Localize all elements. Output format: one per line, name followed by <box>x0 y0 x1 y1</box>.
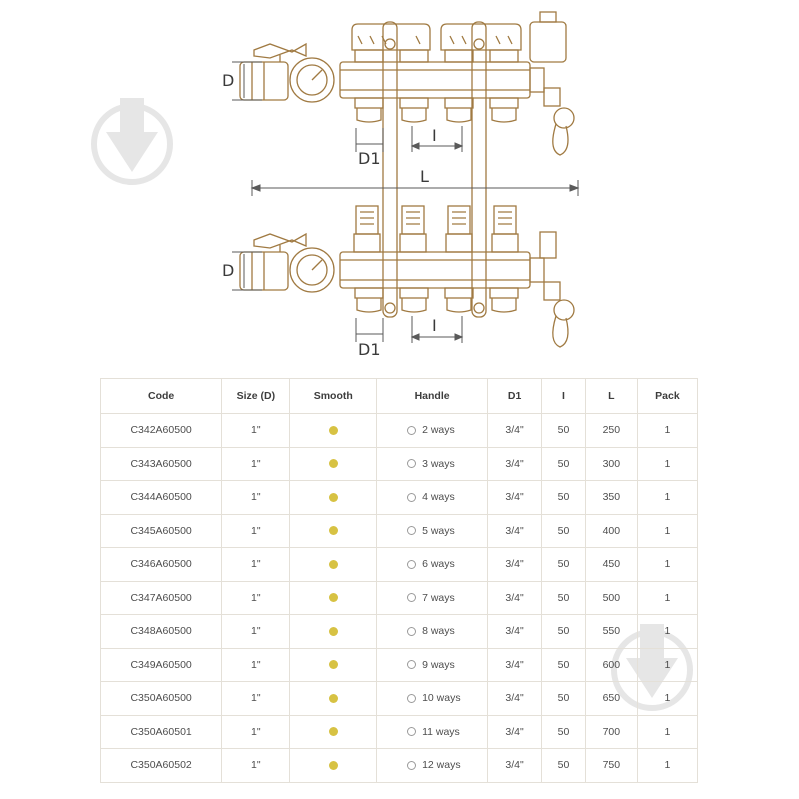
dim-d1-top: D1 <box>358 149 381 168</box>
header-d1: D1 <box>488 379 542 414</box>
header-smooth: Smooth <box>290 379 377 414</box>
handle-radio[interactable] <box>407 694 416 703</box>
cell-l: 600 <box>585 648 637 682</box>
cell-pack: 1 <box>637 447 697 481</box>
table-row <box>101 749 698 783</box>
table-row <box>101 447 698 481</box>
table-body <box>101 414 698 783</box>
cell-pack: 1 <box>637 682 697 716</box>
handle-radio[interactable] <box>407 459 416 468</box>
smooth-dot-icon <box>329 660 338 669</box>
table-row <box>101 715 698 749</box>
cell-code: C342A60500 <box>101 414 222 448</box>
cell-handle <box>377 715 488 749</box>
handle-radio[interactable] <box>407 627 416 636</box>
handle-radio[interactable] <box>407 526 416 535</box>
handle-radio[interactable] <box>407 727 416 736</box>
cell-l: 400 <box>585 514 637 548</box>
dim-d-bottom: D <box>222 261 235 280</box>
cell-i: 50 <box>542 648 586 682</box>
cell-pack: 1 <box>637 615 697 649</box>
cell-handle <box>377 615 488 649</box>
handle-label: 6 ways <box>422 558 455 571</box>
cell-smooth <box>290 615 377 649</box>
smooth-dot-icon <box>329 426 338 435</box>
cell-pack: 1 <box>637 514 697 548</box>
top-manifold <box>240 12 574 155</box>
cell-handle <box>377 648 488 682</box>
handle-label: 12 ways <box>422 759 461 772</box>
cell-code: C347A60500 <box>101 581 222 615</box>
cell-size: 1" <box>222 414 290 448</box>
handle-label: 8 ways <box>422 625 455 638</box>
header-i: I <box>542 379 586 414</box>
handle-radio[interactable] <box>407 560 416 569</box>
smooth-dot-icon <box>329 727 338 736</box>
cell-size: 1" <box>222 648 290 682</box>
cell-smooth <box>290 581 377 615</box>
cell-smooth <box>290 447 377 481</box>
cell-i: 50 <box>542 548 586 582</box>
cell-code: C348A60500 <box>101 615 222 649</box>
cell-size: 1" <box>222 682 290 716</box>
smooth-dot-icon <box>329 459 338 468</box>
cell-size: 1" <box>222 481 290 515</box>
cell-d1: 3/4" <box>488 548 542 582</box>
cell-handle <box>377 548 488 582</box>
cell-d1: 3/4" <box>488 615 542 649</box>
cell-smooth <box>290 682 377 716</box>
cell-handle <box>377 581 488 615</box>
cell-smooth <box>290 481 377 515</box>
cell-handle <box>377 414 488 448</box>
header-code: Code <box>101 379 222 414</box>
smooth-dot-icon <box>329 694 338 703</box>
cell-code: C350A60502 <box>101 749 222 783</box>
cell-i: 50 <box>542 682 586 716</box>
cell-d1: 3/4" <box>488 682 542 716</box>
handle-label: 5 ways <box>422 524 455 537</box>
handle-label: 2 ways <box>422 424 455 437</box>
handle-radio[interactable] <box>407 593 416 602</box>
cell-size: 1" <box>222 447 290 481</box>
cell-d1: 3/4" <box>488 749 542 783</box>
table-row <box>101 682 698 716</box>
cell-code: C344A60500 <box>101 481 222 515</box>
cell-i: 50 <box>542 581 586 615</box>
handle-label: 9 ways <box>422 658 455 671</box>
header-pack: Pack <box>637 379 697 414</box>
cell-size: 1" <box>222 715 290 749</box>
cell-l: 350 <box>585 481 637 515</box>
header-size: Size (D) <box>222 379 290 414</box>
handle-radio[interactable] <box>407 493 416 502</box>
table-row <box>101 481 698 515</box>
smooth-dot-icon <box>329 627 338 636</box>
cell-pack: 1 <box>637 715 697 749</box>
table-row <box>101 615 698 649</box>
cell-pack: 1 <box>637 414 697 448</box>
cell-size: 1" <box>222 581 290 615</box>
cell-code: C345A60500 <box>101 514 222 548</box>
cell-code: C343A60500 <box>101 447 222 481</box>
table-row <box>101 548 698 582</box>
cell-d1: 3/4" <box>488 447 542 481</box>
header-l: L <box>585 379 637 414</box>
cell-l: 700 <box>585 715 637 749</box>
cell-size: 1" <box>222 615 290 649</box>
cell-handle <box>377 749 488 783</box>
smooth-dot-icon <box>329 761 338 770</box>
cell-i: 50 <box>542 481 586 515</box>
cell-pack: 1 <box>637 581 697 615</box>
cell-pack: 1 <box>637 481 697 515</box>
cell-i: 50 <box>542 615 586 649</box>
handle-label: 3 ways <box>422 457 455 470</box>
cell-i: 50 <box>542 514 586 548</box>
table-header-row <box>101 379 698 414</box>
smooth-dot-icon <box>329 593 338 602</box>
dim-i-bottom: I <box>432 316 437 335</box>
handle-label: 4 ways <box>422 491 455 504</box>
watermark-icon <box>90 92 174 188</box>
cell-handle <box>377 682 488 716</box>
cell-i: 50 <box>542 749 586 783</box>
cell-smooth <box>290 514 377 548</box>
cell-i: 50 <box>542 715 586 749</box>
handle-label: 11 ways <box>422 725 460 738</box>
table-row <box>101 514 698 548</box>
cell-d1: 3/4" <box>488 648 542 682</box>
smooth-dot-icon <box>329 526 338 535</box>
cell-handle <box>377 447 488 481</box>
cell-l: 300 <box>585 447 637 481</box>
cell-size: 1" <box>222 548 290 582</box>
cell-d1: 3/4" <box>488 481 542 515</box>
dim-l: L <box>420 167 429 186</box>
cell-l: 650 <box>585 682 637 716</box>
cell-code: C349A60500 <box>101 648 222 682</box>
cell-d1: 3/4" <box>488 715 542 749</box>
cell-handle <box>377 481 488 515</box>
dim-i-top: I <box>432 126 437 145</box>
cell-pack: 1 <box>637 749 697 783</box>
cell-l: 750 <box>585 749 637 783</box>
cell-l: 550 <box>585 615 637 649</box>
handle-radio[interactable] <box>407 761 416 770</box>
handle-radio[interactable] <box>407 426 416 435</box>
cell-d1: 3/4" <box>488 581 542 615</box>
cell-code: C350A60500 <box>101 682 222 716</box>
cell-d1: 3/4" <box>488 514 542 548</box>
table-row <box>101 648 698 682</box>
handle-label: 10 ways <box>422 692 461 705</box>
cell-pack: 1 <box>637 548 697 582</box>
handle-label: 7 ways <box>422 591 455 604</box>
cell-d1: 3/4" <box>488 414 542 448</box>
dim-d1-bottom: D1 <box>358 340 381 359</box>
cell-l: 500 <box>585 581 637 615</box>
dim-d-top: D <box>222 71 235 90</box>
cell-size: 1" <box>222 514 290 548</box>
table-row <box>101 414 698 448</box>
cell-l: 450 <box>585 548 637 582</box>
cell-i: 50 <box>542 414 586 448</box>
handle-radio[interactable] <box>407 660 416 669</box>
cell-i: 50 <box>542 447 586 481</box>
cell-smooth <box>290 548 377 582</box>
cell-handle <box>377 514 488 548</box>
bottom-manifold <box>240 206 574 347</box>
mounting-rails <box>383 22 486 317</box>
product-table <box>100 378 698 783</box>
cell-code: C346A60500 <box>101 548 222 582</box>
header-handle: Handle <box>377 379 488 414</box>
cell-code: C350A60501 <box>101 715 222 749</box>
cell-size: 1" <box>222 749 290 783</box>
cell-l: 250 <box>585 414 637 448</box>
cell-smooth <box>290 715 377 749</box>
cell-smooth <box>290 414 377 448</box>
table-row <box>101 581 698 615</box>
smooth-dot-icon <box>329 560 338 569</box>
smooth-dot-icon <box>329 493 338 502</box>
cell-pack: 1 <box>637 648 697 682</box>
cell-smooth <box>290 749 377 783</box>
cell-smooth <box>290 648 377 682</box>
